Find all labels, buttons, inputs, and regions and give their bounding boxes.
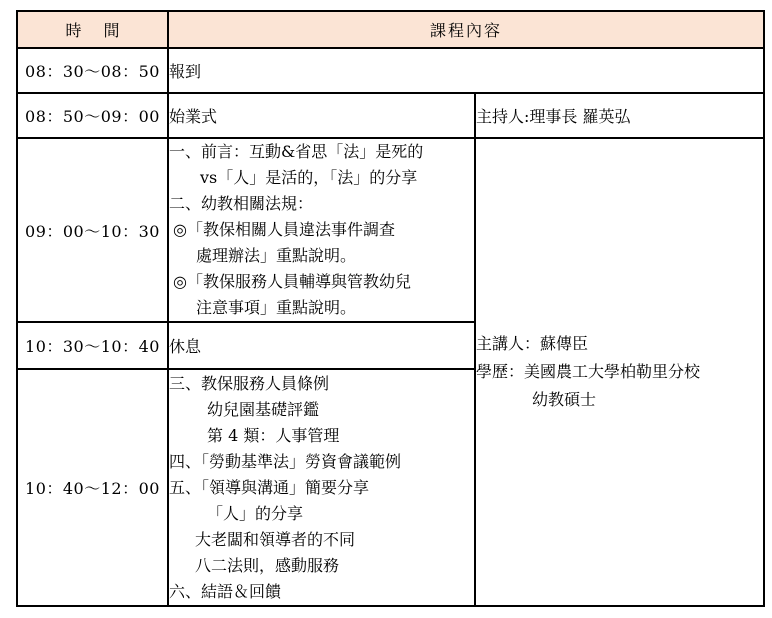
header-content-cell: [168, 11, 764, 48]
table-row: [17, 93, 764, 138]
speaker-education: 學歷：美國農工大學柏勒里分校: [476, 362, 701, 381]
session1-line: ◎「教保服務人員輔導與管教幼兒: [173, 272, 411, 291]
session2-line: 三、教保服務人員條例: [169, 373, 330, 393]
speaker-name: 主講人：蘇傳臣: [476, 334, 589, 353]
header-row: [17, 11, 764, 48]
session2-time: 10：40～12：00: [17, 369, 168, 606]
session1-line: 二、幼教相關法規：: [169, 194, 314, 213]
registration-content: 報到: [168, 48, 764, 93]
session1-line: ◎「教保相關人員違法事件調查: [173, 220, 395, 239]
session1-line: 處理辦法」重點說明。: [196, 246, 357, 265]
session2-line: 四、「勞動基準法」勞資會議範例: [169, 451, 402, 471]
opening-time: 08：50～09：00: [17, 93, 168, 138]
session2-content: [168, 369, 475, 606]
break-content: 休息: [168, 322, 475, 369]
session1-content: [168, 138, 475, 322]
session2-line: 第 4 類：人事管理: [207, 425, 340, 445]
break-time: 10：30～10：40: [17, 322, 168, 369]
header-content-label: 課程內容: [430, 21, 503, 40]
session1-line: 注意事項」重點說明。: [196, 298, 357, 317]
session1-line: 一、前言：互動&省思「法」是死的: [169, 142, 424, 161]
session2-line: 五、「領導與溝通」簡要分享: [169, 477, 370, 497]
opening-host: 主持人:理事長 羅英弘: [475, 93, 764, 138]
table-row: [17, 48, 764, 93]
registration-time: 08：30～08：50: [17, 48, 168, 93]
schedule-table: [16, 10, 765, 607]
header-time-cell: [17, 11, 168, 48]
session1-time: 09：00～10：30: [17, 138, 168, 322]
speaker-cell: [475, 138, 764, 606]
session2-line: 大老闆和領導者的不同: [195, 529, 356, 549]
session2-line: 幼兒園基礎評鑑: [207, 399, 320, 419]
session2-line: 六、結語＆回饋: [169, 581, 282, 601]
header-time-label: 時間: [65, 21, 142, 40]
table-row: [17, 138, 764, 322]
session1-line: vs「人」是活的，「法」的分享: [200, 168, 418, 187]
speaker-education-degree: 幼教碩士: [532, 390, 597, 409]
session2-line: 八二法則，感動服務: [195, 555, 340, 575]
opening-content: 始業式: [168, 93, 475, 138]
session2-line: 「人」的分享: [207, 503, 304, 523]
